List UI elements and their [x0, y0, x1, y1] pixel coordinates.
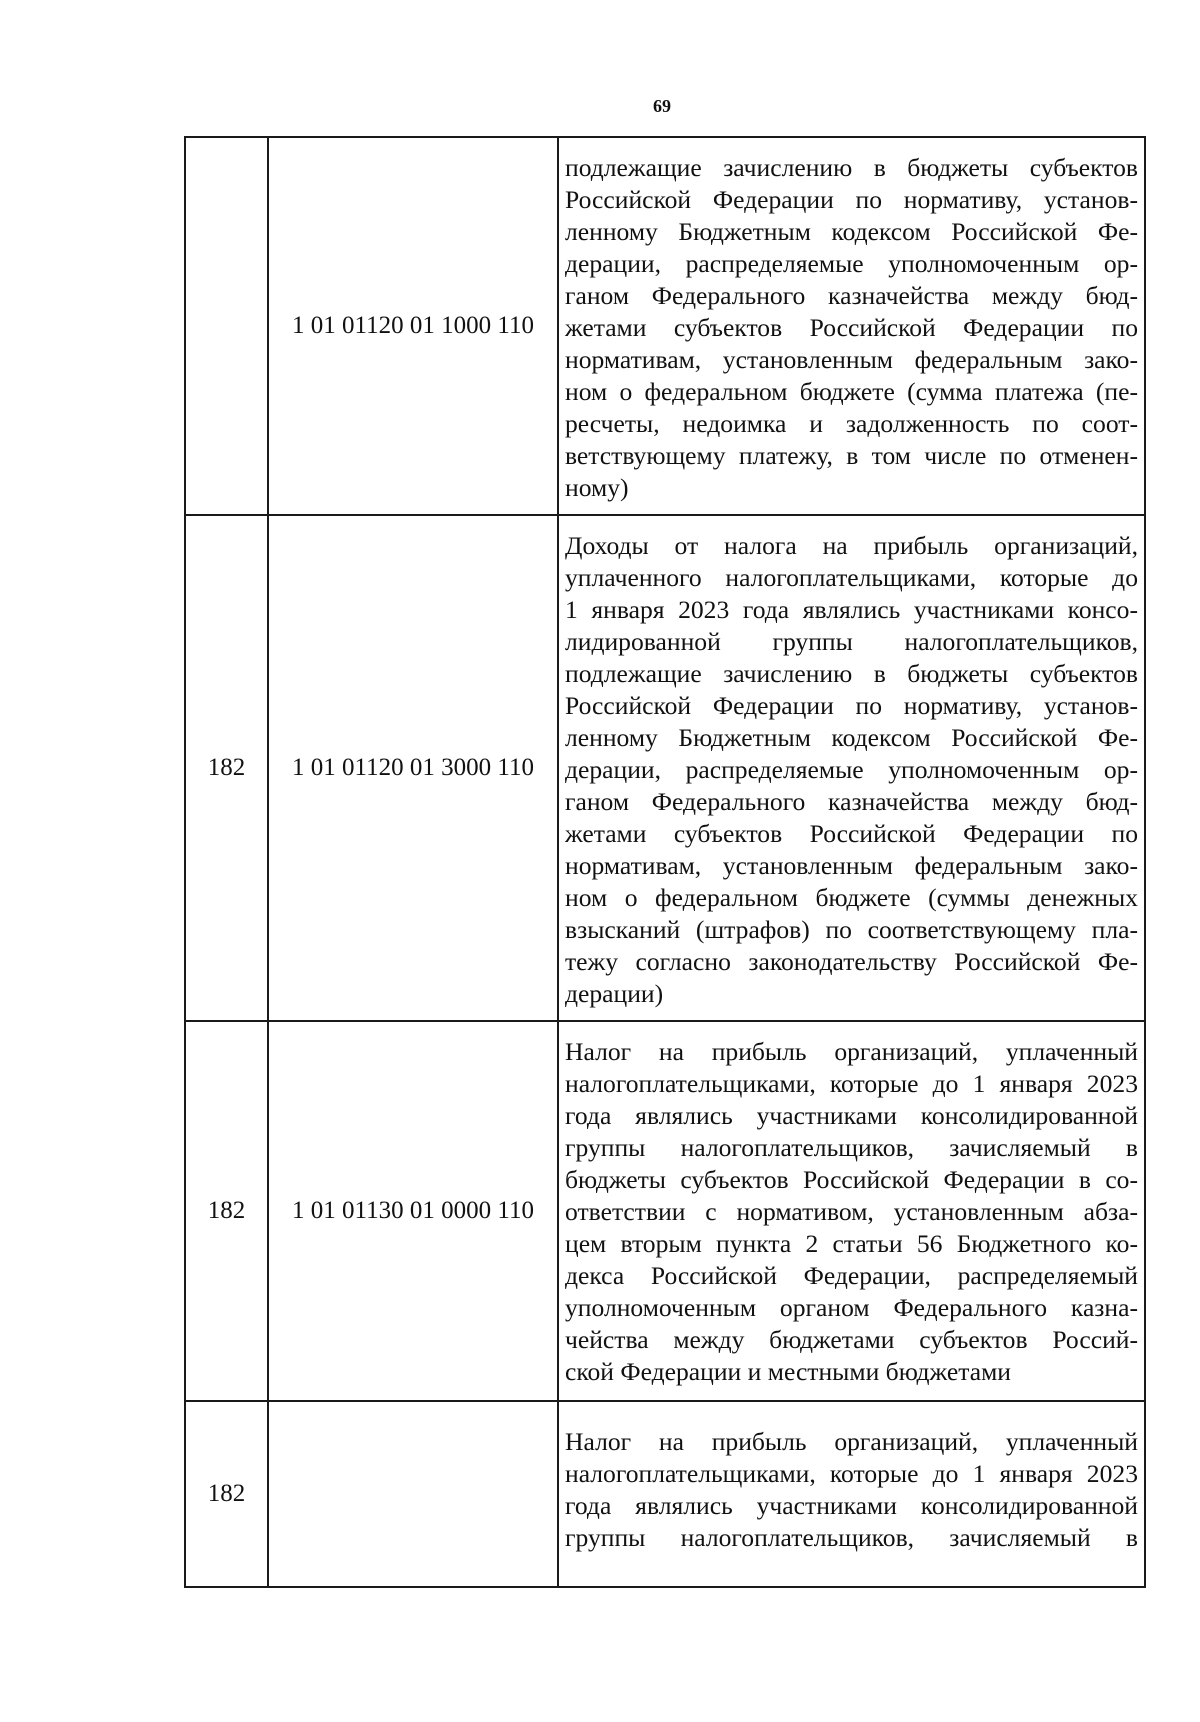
description-line: нормативам, установленным федеральным зако-: [565, 345, 1138, 374]
description-line: подлежащие зачислению в бюджеты субъектов: [565, 153, 1138, 182]
description-line: чейства между бюджетами субъектов Россий-: [565, 1325, 1138, 1354]
description-cell: [558, 1021, 1145, 1401]
description-line: группы налогоплательщиков, зачисляемый в: [565, 1523, 1138, 1552]
description-line: уполномоченным органом Федерального казна-: [565, 1293, 1138, 1322]
description-line: уплаченного налогоплательщиками, которые до: [565, 563, 1138, 592]
description-line: нормативам, установленным федеральным зако-: [565, 851, 1138, 880]
description-line: подлежащие зачислению в бюджеты субъектов: [565, 659, 1138, 688]
description-line: Доходы от налога на прибыль организаций,: [565, 531, 1138, 560]
table-row: [185, 515, 1145, 1021]
description-line: ветствующему платежу, в том числе по отменен-: [565, 441, 1138, 470]
description-line: Налог на прибыль организаций, уплаченный: [565, 1427, 1138, 1456]
description-line: жетами субъектов Российской Федерации по: [565, 313, 1138, 342]
description-line: группы налогоплательщиков, зачисляемый в: [565, 1133, 1138, 1162]
description-line: цем вторым пункта 2 статьи 56 Бюджетного ко-: [565, 1229, 1138, 1258]
description-line: ном о федеральном бюджете (сумма платежа (пе-: [565, 377, 1138, 406]
description-line: ленному Бюджетным кодексом Российской Фе-: [565, 723, 1138, 752]
description-line: бюджеты субъектов Российской Федерации в со-: [565, 1165, 1138, 1194]
description-line: лидированной группы налогоплательщиков,: [565, 627, 1138, 656]
budget-code-table: [184, 136, 1146, 1588]
kbk-code-cell: 1 01 01120 01 1000 110: [268, 137, 558, 515]
description-line: ном о федеральном бюджете (суммы денежных: [565, 883, 1138, 912]
description-line: ному): [565, 473, 629, 502]
description-line: дерации): [565, 979, 664, 1008]
table-row: [185, 1021, 1145, 1401]
description-line: налогоплательщиками, которые до 1 января 2023: [565, 1459, 1138, 1488]
table-row: [185, 1401, 1145, 1587]
description-line: ленному Бюджетным кодексом Российской Фе-: [565, 217, 1138, 246]
description-line: декса Российской Федерации, распределяемый: [565, 1261, 1138, 1290]
description-line: жетами субъектов Российской Федерации по: [565, 819, 1138, 848]
description-cell: [558, 137, 1145, 515]
admin-code-cell: [185, 137, 268, 515]
admin-code-cell: 182: [185, 1401, 268, 1587]
description-line: Российской Федерации по нормативу, установ-: [565, 691, 1138, 720]
description-line: года являлись участниками консолидированной: [565, 1491, 1138, 1520]
description-line: Налог на прибыль организаций, уплаченный: [565, 1037, 1138, 1066]
description-line: дерации, распределяемые уполномоченным ор-: [565, 249, 1138, 278]
description-line: ской Федерации и местными бюджетами: [565, 1357, 1011, 1386]
description-line: Российской Федерации по нормативу, установ-: [565, 185, 1138, 214]
table-row: [185, 137, 1145, 515]
page-number: 69: [653, 96, 671, 116]
description-line: ганом Федерального казначейства между бюд-: [565, 281, 1138, 310]
description-cell: [558, 515, 1145, 1021]
admin-code-cell: 182: [185, 515, 268, 1021]
kbk-code-cell: 1 01 01130 01 0000 110: [268, 1021, 558, 1401]
description-cell: [558, 1401, 1145, 1587]
description-line: налогоплательщиками, которые до 1 января 2023: [565, 1069, 1138, 1098]
description-line: ганом Федерального казначейства между бюд-: [565, 787, 1138, 816]
description-line: 1 января 2023 года являлись участниками консо-: [565, 595, 1138, 624]
kbk-code-cell: 1 01 01120 01 3000 110: [268, 515, 558, 1021]
description-line: ответствии с нормативом, установленным абза-: [565, 1197, 1138, 1226]
kbk-code-cell: [268, 1401, 558, 1587]
description-line: ресчеты, недоимка и задолженность по соот-: [565, 409, 1138, 438]
description-line: года являлись участниками консолидированной: [565, 1101, 1138, 1130]
description-line: взысканий (штрафов) по соответствующему пла-: [565, 915, 1138, 944]
description-line: тежу согласно законодательству Российской Фе-: [565, 947, 1138, 976]
description-line: дерации, распределяемые уполномоченным ор-: [565, 755, 1138, 784]
admin-code-cell: 182: [185, 1021, 268, 1401]
